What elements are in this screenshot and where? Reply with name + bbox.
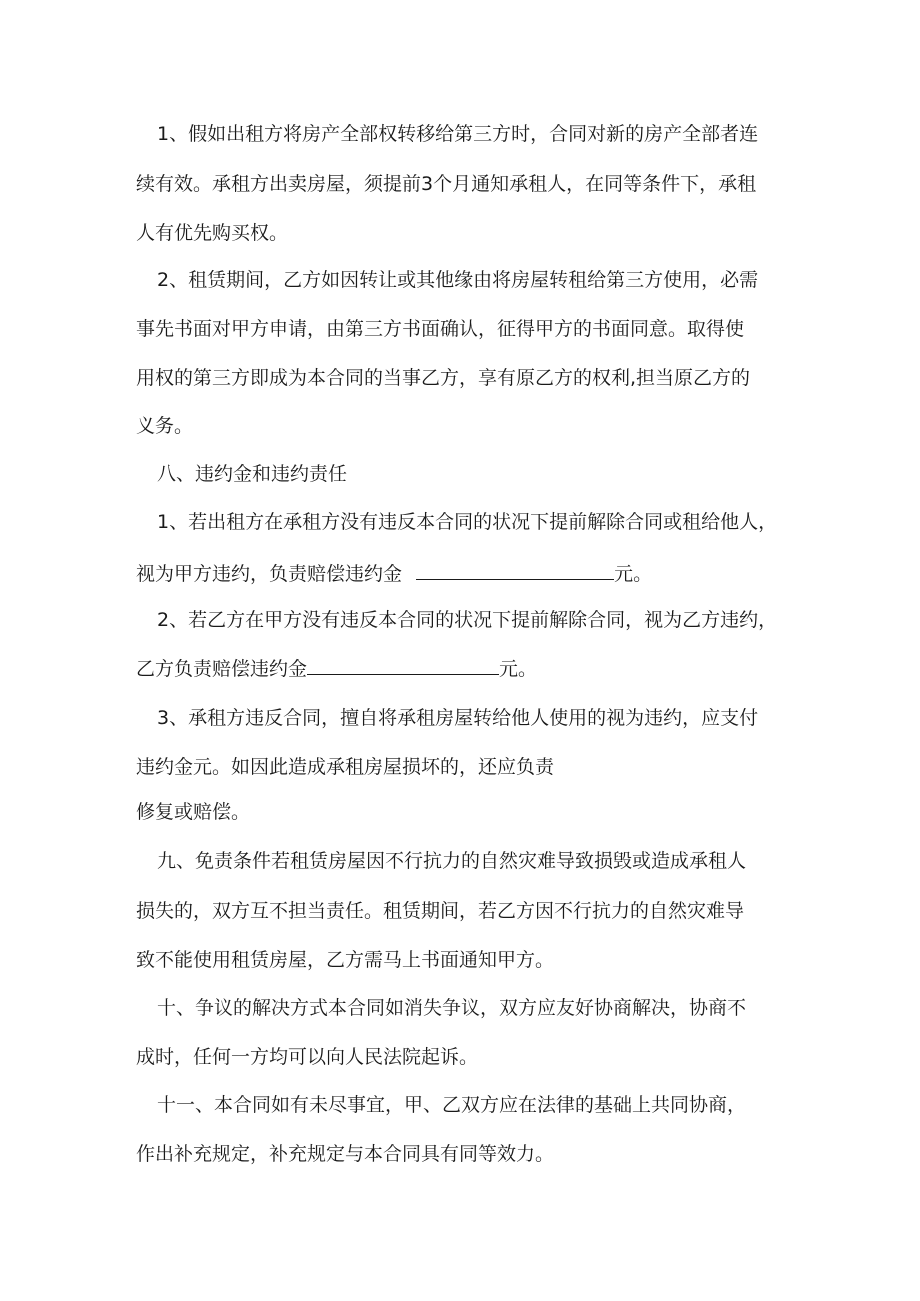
clause-8-2-text: 乙方负责赔偿违约金: [136, 658, 308, 680]
clause-8-3-line-3: 修复或赔偿。: [136, 801, 251, 823]
section-9-line-3: 致不能使用租赁房屋，乙方需马上书面通知甲方。: [136, 949, 555, 971]
clause-8-1-line-2: [136, 561, 652, 586]
clause-8-1-unit: 元。: [614, 563, 653, 585]
section-11-line-2: 作出补充规定，补充规定与本合同具有同等效力。: [136, 1143, 555, 1165]
clause-8-3-line-1: 3、承租方违反合同，擅自将承租房屋转给他人使用的视为违约，应支付: [157, 707, 759, 729]
clause-7-1-line-2: 续有效。承租方出卖房屋，须提前3个月通知承租人，在同等条件下，承租: [136, 173, 757, 195]
clause-8-3-line-2: 违约金元。如因此造成承租房屋损坏的，还应负责: [136, 756, 555, 778]
clause-8-2-line-2: [136, 656, 537, 681]
clause-7-2-line-4: 义务。: [136, 415, 194, 437]
clause-7-1-line-3: 人有优先购买权。: [136, 222, 289, 244]
section-9-line-2: 损失的，双方互不担当责任。租赁期间，若乙方因不行抗力的自然灾难导: [136, 900, 745, 922]
section-10-line-2: 成时，任何一方均可以向人民法院起诉。: [136, 1046, 479, 1068]
clause-7-2-line-2: 事先书面对甲方申请，由第三方书面确认，征得甲方的书面同意。取得使: [136, 318, 745, 340]
section-11-line-1: 十一、本合同如有未尽事宜，甲、乙双方应在法律的基础上共同协商，: [157, 1094, 747, 1116]
clause-7-1-line-1: 1、假如出租方将房产全部权转移给第三方时，合同对新的房产全部者连: [157, 123, 759, 145]
penalty-amount-blank-2[interactable]: [307, 656, 499, 675]
section-8-heading: 八、违约金和违约责任: [157, 463, 348, 485]
clause-7-2-line-3: 用权的第三方即成为本合同的当事乙方，享有原乙方的权利,担当原乙方的: [136, 367, 751, 389]
penalty-amount-blank-1[interactable]: [416, 561, 614, 580]
section-9-line-1: 九、免责条件若租赁房屋因不行抗力的自然灾难导致损毁或造成承租人: [157, 850, 747, 872]
clause-7-2-line-1: 2、租赁期间，乙方如因转让或其他缘由将房屋转租给第三方使用，必需: [157, 269, 759, 291]
clause-8-2-unit: 元。: [499, 658, 538, 680]
section-10-line-1: 十、争议的解决方式本合同如消失争议，双方应友好协商解决，协商不: [157, 997, 747, 1019]
clause-8-2-line-1: 2、若乙方在甲方没有违反本合同的状况下提前解除合同，视为乙方违约，: [157, 609, 778, 631]
clause-8-1-text: 视为甲方违约，负责赔偿违约金: [136, 563, 403, 585]
clause-8-1-line-1: 1、若出租方在承租方没有违反本合同的状况下提前解除合同或租给他人，: [157, 511, 778, 533]
